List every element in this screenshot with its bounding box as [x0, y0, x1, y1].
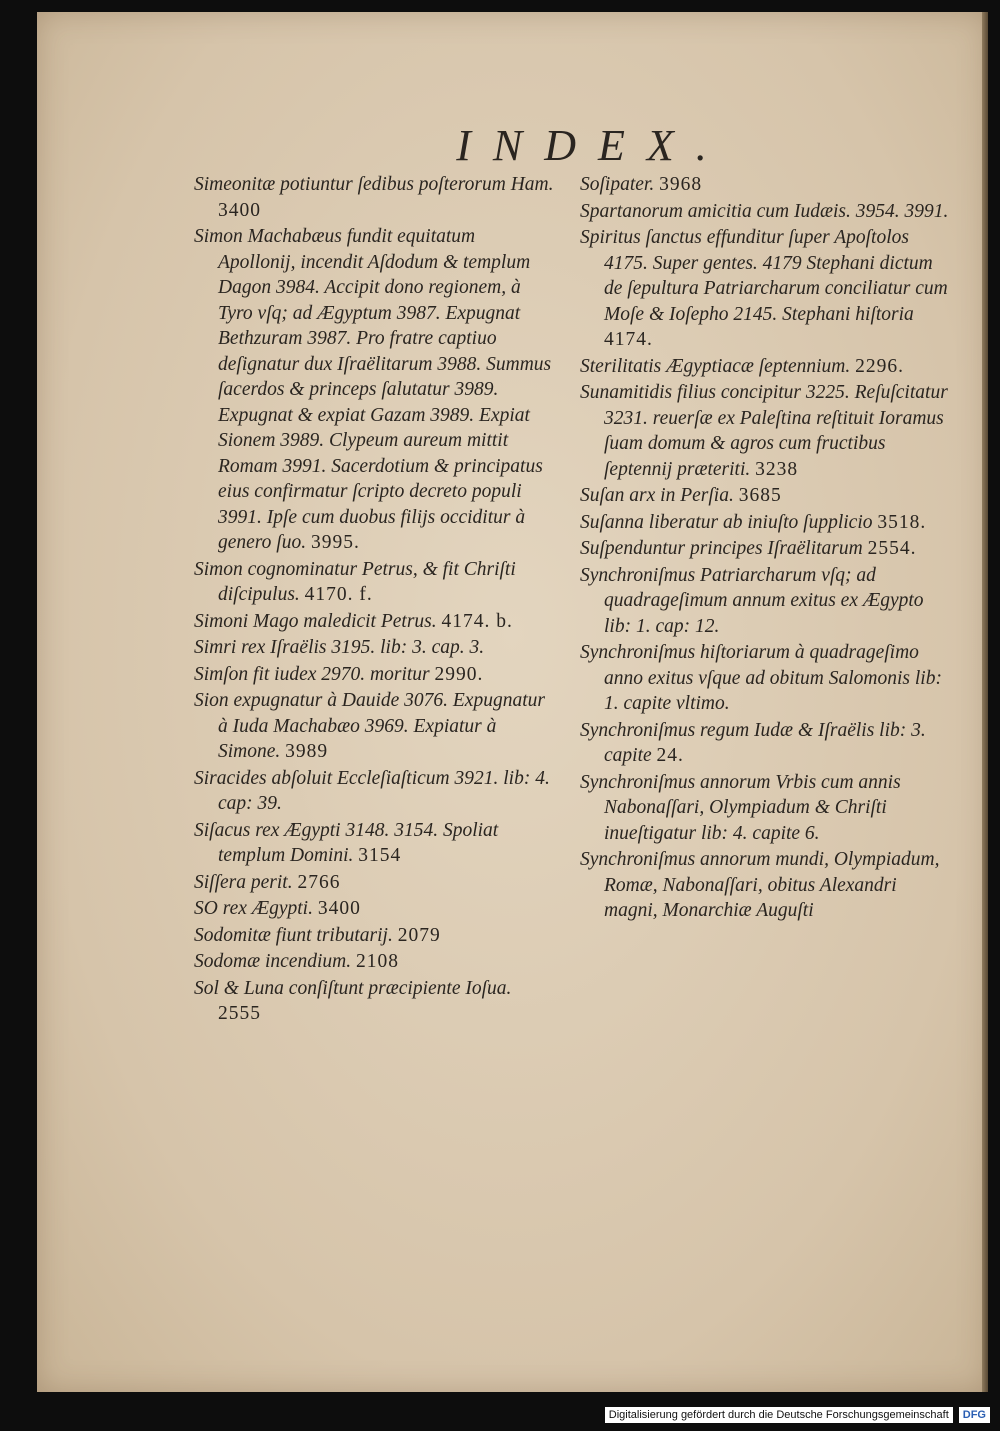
index-entry-text: Simeonitæ potiuntur ſedibus poſterorum Ham. — [194, 174, 554, 195]
index-entry-text: Spiritus ſanctus effunditur ſuper Apoſtolos 4175. Super gentes. 4179 Stephani dictum de ſepultura Patriarcharum conciliatur cum Moſe & Ioſepho 2145. Stephani hiſtoria — [580, 227, 948, 325]
index-entry-text: Suſpenduntur principes Iſraëlitarum — [580, 538, 863, 559]
page-title: INDEX. — [456, 121, 729, 170]
index-entry — [194, 870, 554, 896]
index-entry — [194, 224, 554, 556]
index-entry-number: 3685 — [738, 485, 782, 506]
index-entry — [194, 766, 554, 817]
book-page — [37, 12, 988, 1392]
index-entry — [580, 770, 950, 847]
index-entry-number: 24. — [656, 745, 684, 766]
index-entry — [194, 662, 554, 688]
index-entry — [194, 172, 554, 223]
index-entry-number: 3154 — [358, 845, 402, 866]
index-entry — [194, 688, 554, 765]
index-entry-number: 2296. — [855, 355, 905, 377]
index-entry — [580, 483, 950, 509]
index-entry-number: 2554. — [867, 538, 917, 559]
dfg-logo: DFG — [959, 1407, 990, 1423]
index-entry-text: Sion expugnatur à Dauide 3076. Expugnatur à Iuda Machabæo 3969. Expiatur à Simone. — [194, 690, 545, 762]
index-entry-number: 3968 — [659, 174, 703, 195]
index-entry-text: Synchroniſmus regum Iudæ & Iſraëlis lib: 3. capite — [580, 719, 926, 766]
index-entry — [194, 557, 554, 608]
index-entry-text: SO rex Ægypti. — [194, 898, 313, 919]
index-entry — [194, 818, 554, 869]
right-column — [580, 172, 950, 925]
index-entry-text: Siracides abſoluit Eccleſiaſticum 3921. lib: 4. cap: 39. — [194, 767, 550, 814]
index-entry — [580, 380, 950, 482]
index-entry-number: 2990. — [434, 663, 484, 685]
index-entry-text: Synchroniſmus Patriarcharum vſq; ad quadrageſimum annum exitus ex Ægypto lib: 1. cap: 12. — [580, 564, 924, 637]
index-entry — [580, 563, 950, 640]
index-entry-number: 2766 — [297, 871, 341, 893]
index-entry-number: 3989 — [285, 741, 329, 762]
index-entry-text: Synchroniſmus hiſtoriarum à quadrageſimo anno exitus vſque ad obitum Salomonis lib: 1. capite vltimo. — [580, 642, 942, 714]
index-entry-text: Simon cognominatur Petrus, & fit Chriſti diſcipulus. — [194, 558, 516, 605]
index-entry-number: 3995. — [310, 532, 360, 553]
page-edge — [982, 12, 988, 1392]
index-entry-text: Spartanorum amicitia cum Iudæis. 3954. 3991. — [580, 200, 949, 222]
index-entry — [580, 536, 950, 562]
index-entry-text: Simri rex Iſraëlis 3195. lib: 3. cap. 3. — [194, 637, 485, 658]
index-entry-text: Suſan arx in Perſia. — [580, 485, 734, 506]
index-entry-number: 4174. — [604, 329, 653, 350]
index-entry-text: Synchroniſmus annorum Vrbis cum annis Nabonaſſari, Olympiadum & Chriſti inueſtigatur lib: 4. capite 6. — [580, 771, 901, 844]
index-entry-number: 4174. b. — [441, 610, 513, 632]
index-entry-number: 4170. f. — [304, 584, 373, 605]
index-entry — [194, 923, 554, 949]
footer — [605, 1403, 990, 1427]
index-entry-number: 3238 — [755, 458, 799, 480]
index-entry-number: 2079 — [397, 924, 441, 946]
index-entry — [194, 609, 554, 635]
index-entry-text: Synchroniſmus annorum mundi, Olympiadum, Romæ, Nabonaſſari, obitus Alexandri magni, Monarchiæ Auguſti — [580, 849, 940, 921]
index-entry-text: Sodomæ incendium. — [194, 951, 352, 972]
index-entry — [580, 354, 950, 380]
index-entry-text: Sodomitæ fiunt tributarij. — [194, 924, 393, 946]
index-entry — [580, 847, 950, 924]
index-entry-text: Simon Machabæus fundit equitatum Apollonij, incendit Aſdodum & templum Dagon 3984. Accipit dono regionem, à Tyro vſq; ad Ægyptum 3987. Expugnat Bethzuram 3987. Pro fratre captiuo deſignatur dux Iſraëlitarum 3988. Summus ſacerdos & princeps ſalutatur 3989. Expugnat & expiat Gazam 3989. Expiat Sionem 3989. Clypeum aureum mittit Romam 3991. Sacerdotium & principatus eius confirmatur ſcripto decreto populi 3991. Ipſe cum duobus filijs occiditur à genero ſuo. — [194, 226, 552, 553]
index-entry-number: 2108 — [355, 951, 399, 972]
index-entry — [580, 225, 950, 353]
index-entry-text: Simſon fit iudex 2970. moritur — [194, 663, 430, 685]
index-entry — [580, 510, 950, 536]
index-entry-text: Sunamitidis filius concipitur 3225. Reſuſcitatur 3231. reuerſæ ex Paleſtina reſtituit Ioramus ſuam domum & agros cum fructibus ſeptennij præteriti. — [580, 382, 948, 480]
index-entry — [580, 718, 950, 769]
index-entry-text: Siſacus rex Ægypti 3148. 3154. Spoliat templum Domini. — [194, 819, 499, 866]
index-entry-text: Simoni Mago maledicit Petrus. — [194, 610, 437, 632]
index-entry — [194, 976, 554, 1027]
index-entry-text: Soſipater. — [580, 174, 655, 195]
index-entry-text: Siſſera perit. — [194, 871, 293, 893]
index-entry — [194, 635, 554, 661]
footer-credit: Digitalisierung gefördert durch die Deutsche Forschungsgemeinschaft — [605, 1407, 953, 1423]
left-column — [194, 172, 554, 1028]
index-entry-text: Sol & Luna conſiſtunt præcipiente Ioſua. — [194, 977, 512, 999]
index-entry-text: Sterilitatis Ægyptiacæ ſeptennium. — [580, 355, 851, 377]
index-entry-number: 3518. — [877, 511, 927, 533]
index-entry — [580, 172, 950, 198]
index-entry-number: 2555 — [218, 1003, 261, 1024]
index-entry — [580, 640, 950, 717]
index-entry — [580, 199, 950, 225]
index-entry-number: 3400 — [317, 898, 361, 919]
index-entry-text: Suſanna liberatur ab iniuſto ſupplicio — [580, 511, 873, 533]
index-entry-number: 3400 — [218, 199, 261, 221]
index-entry — [194, 949, 554, 975]
index-entry — [194, 896, 554, 922]
